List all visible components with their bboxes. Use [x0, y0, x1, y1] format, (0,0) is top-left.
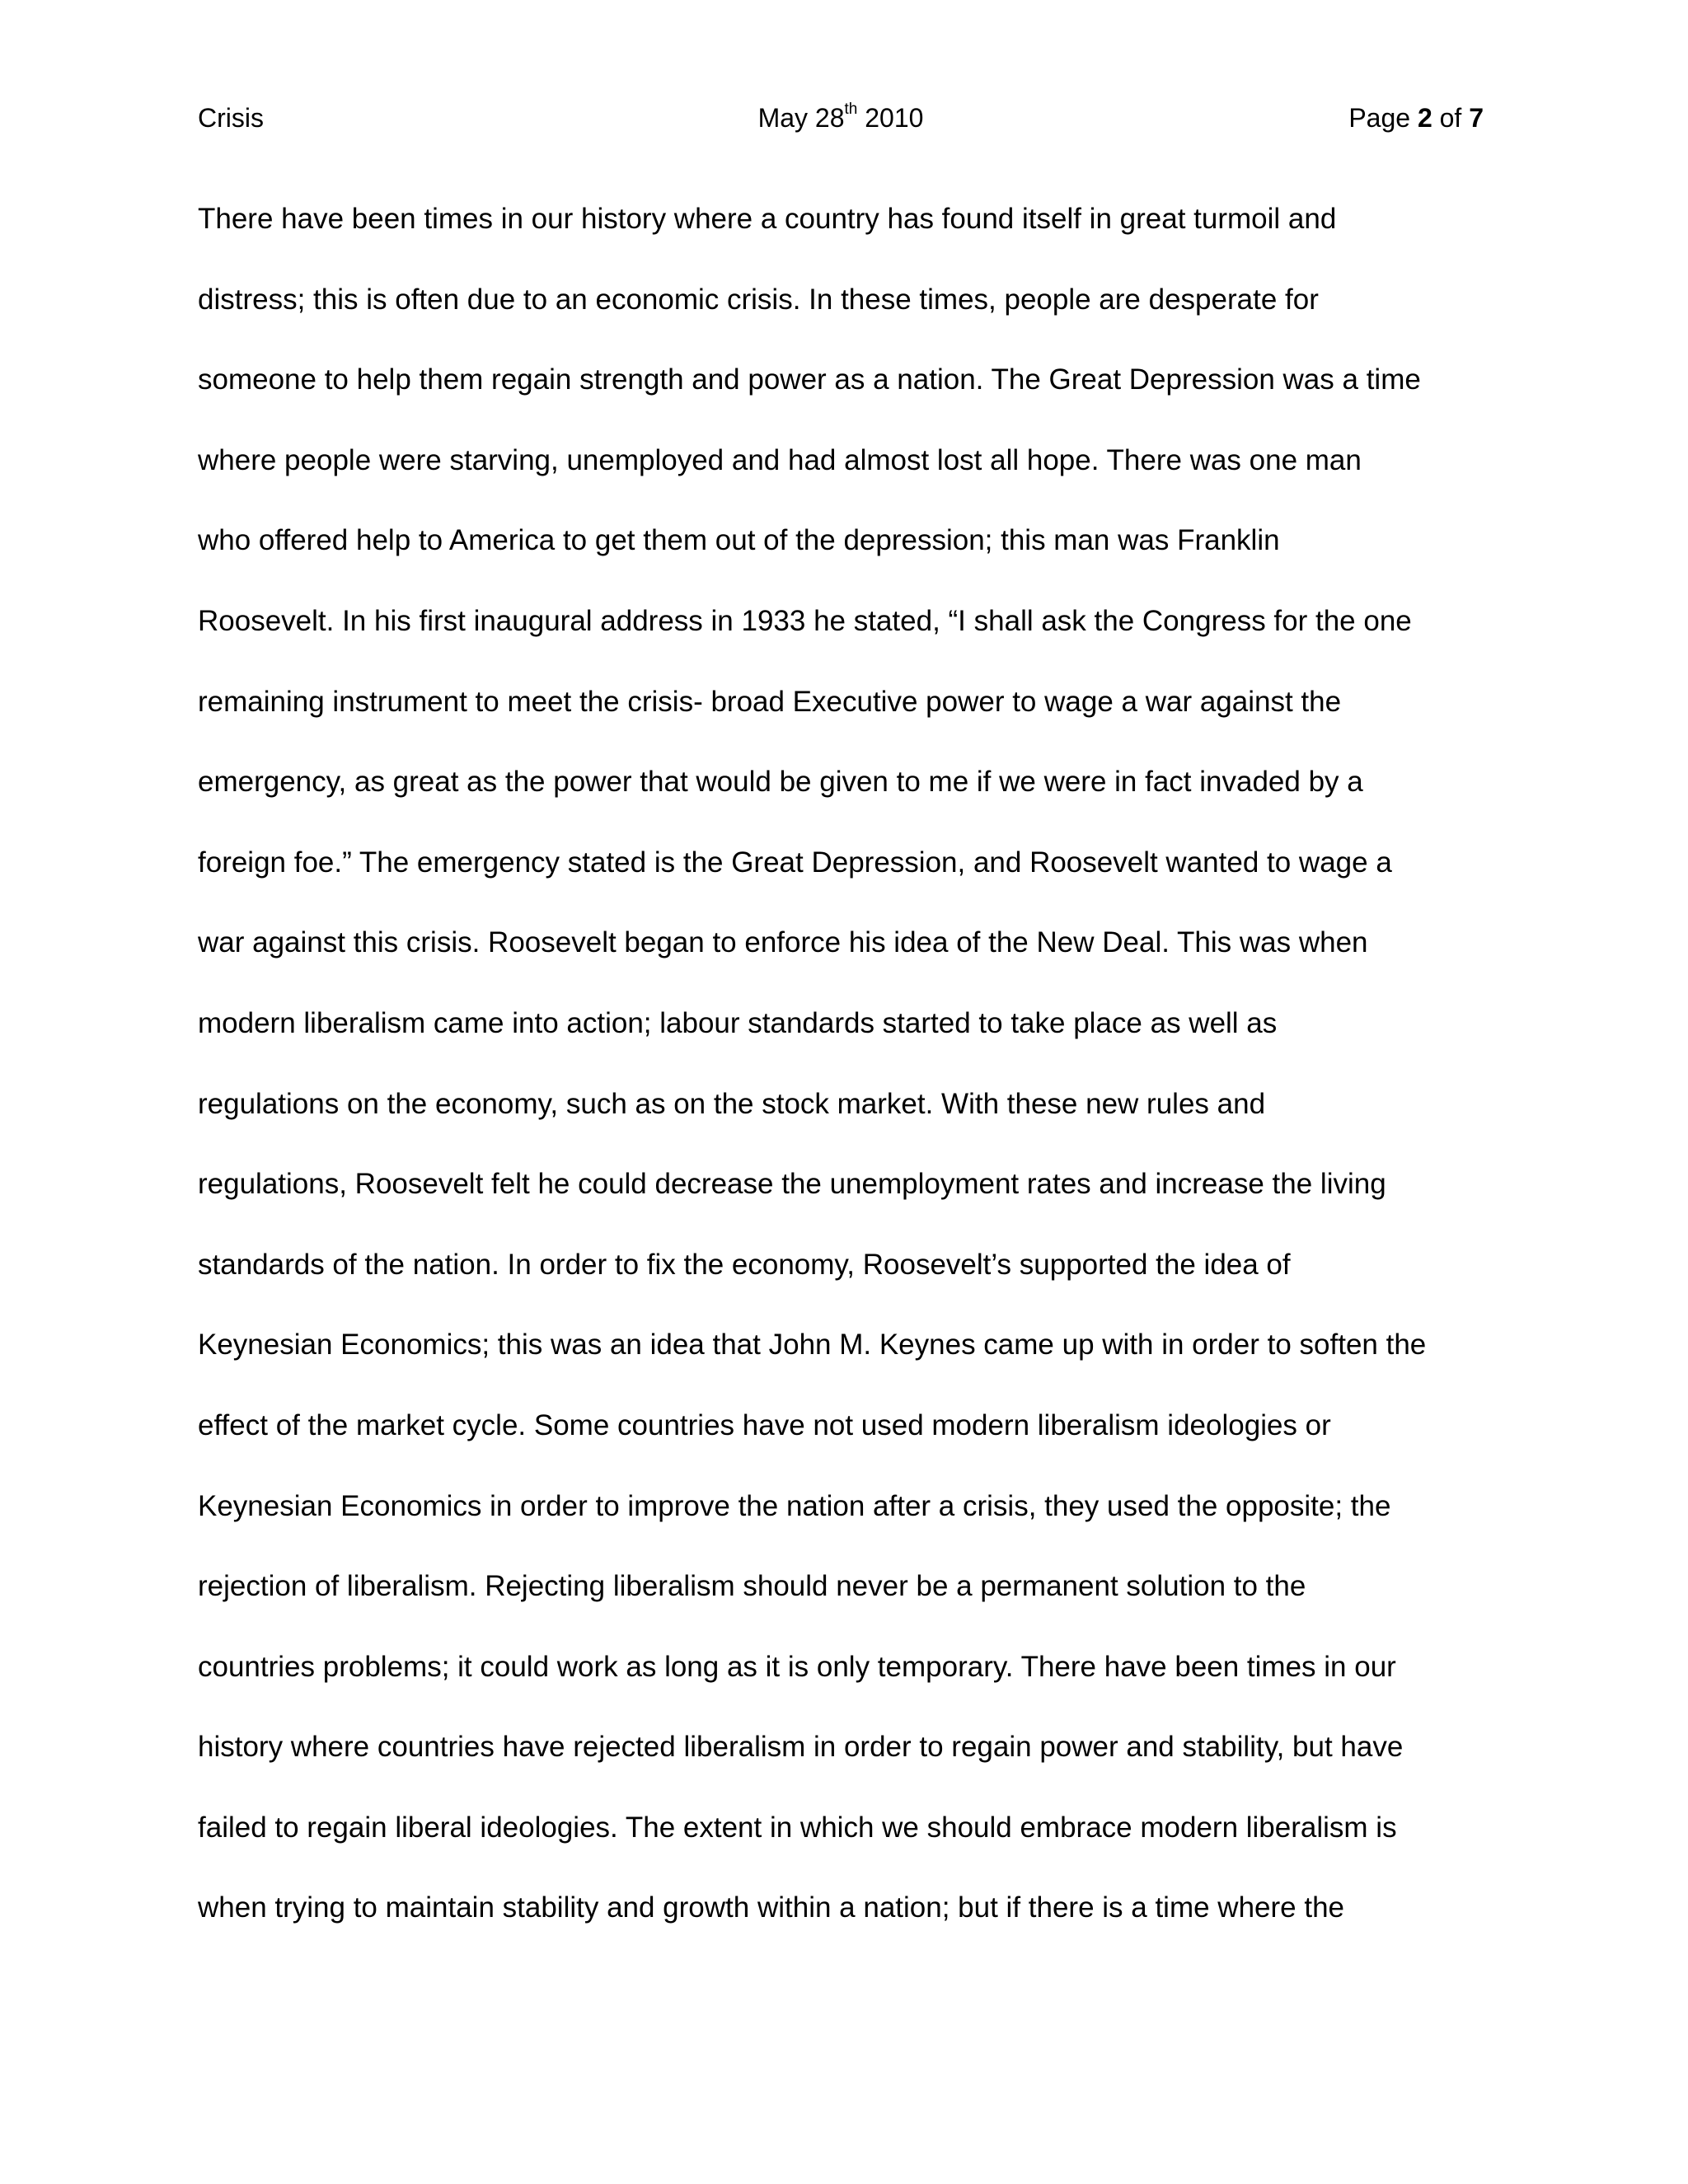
text-line: emergency, as great as the power that would be given to me if we were in fact invaded by a [198, 766, 1363, 799]
header-page-number [1348, 97, 1484, 138]
text-line: Keynesian Economics; this was an idea that John M. Keynes came up with in order to soften the [198, 1329, 1427, 1361]
header-date-year: 2010 [865, 103, 924, 133]
text-line: where people were starving, unemployed and had almost lost all hope. There was one man [198, 443, 1362, 476]
text-line: failed to regain liberal ideologies. The extent in which we should embrace modern liberalism is [198, 1811, 1397, 1844]
text-line: regulations on the economy, such as on the stock market. With these new rules and [198, 1087, 1266, 1120]
header-title: Crisis [198, 103, 264, 133]
text-line: standards of the nation. In order to fix the economy, Roosevelt’s supported the idea of [198, 1248, 1291, 1281]
text-line: modern liberalism came into action; labour standards started to take place as well as [198, 1006, 1278, 1039]
text-line: who offered help to America to get them out of the depression; this man was Franklin [198, 524, 1280, 557]
text-line: history where countries have rejected liberalism in order to regain power and stability, but have [198, 1731, 1404, 1764]
text-line: countries problems; it could work as long as it is only temporary. There have been times in our [198, 1650, 1396, 1683]
text-line: Keynesian Economics in order to improve the nation after a crisis, they used the opposite; the [198, 1489, 1391, 1522]
text-line: someone to help them regain strength and power as a nation. The Great Depression was a time [198, 363, 1421, 396]
text-line: distress; this is often due to an economic crisis. In these times, people are desperate for [198, 283, 1319, 316]
header-date-ordinal: th [844, 101, 858, 119]
page-current: 2 [1417, 103, 1432, 133]
text-line: war against this crisis. Roosevelt began to enforce his idea of the New Deal. This was when [198, 926, 1368, 959]
text-line: remaining instrument to meet the crisis- broad Executive power to wage a war against the [198, 685, 1342, 718]
body-paragraph [198, 194, 1488, 1964]
text-line: Roosevelt. In his first inaugural address in 1933 he stated, “I shall ask the Congress for the one [198, 604, 1412, 637]
page-label: Page [1348, 103, 1411, 133]
text-line: rejection of liberalism. Rejecting liberalism should never be a permanent solution to the [198, 1570, 1306, 1603]
page-total: 7 [1469, 103, 1484, 133]
page-of: of [1439, 103, 1462, 133]
text-line: when trying to maintain stability and growth within a nation; but if there is a time where the [198, 1891, 1345, 1924]
page-header [198, 97, 1484, 138]
text-line: regulations, Roosevelt felt he could decrease the unemployment rates and increase the living [198, 1168, 1386, 1201]
text-line: There have been times in our history where a country has found itself in great turmoil and [198, 203, 1337, 235]
header-date [198, 97, 1484, 138]
text-line: foreign foe.” The emergency stated is the Great Depression, and Roosevelt wanted to wage a [198, 846, 1392, 879]
header-date-day: May 28 [757, 103, 845, 133]
text-line: effect of the market cycle. Some countries have not used modern liberalism ideologies or [198, 1408, 1331, 1441]
